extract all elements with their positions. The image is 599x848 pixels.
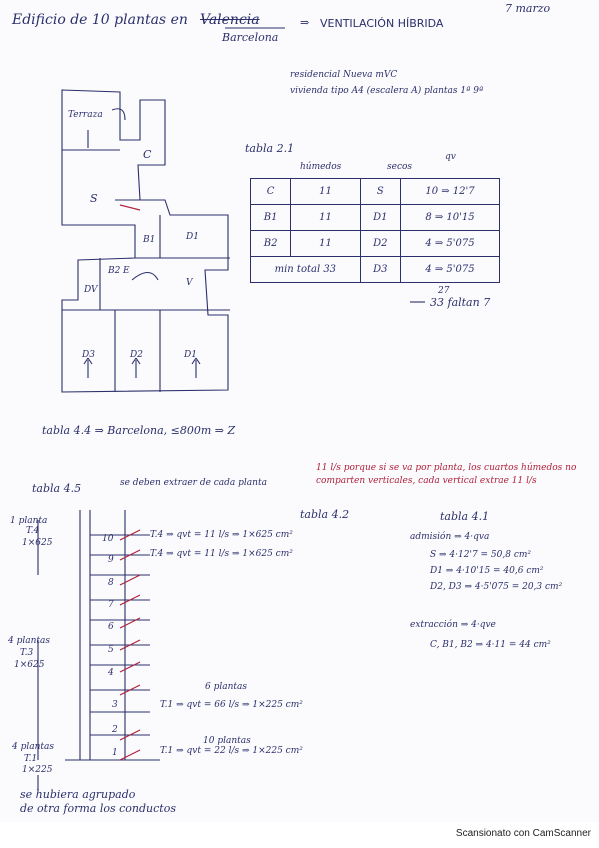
row10-formula: T.4 ⇒ qvt = 11 l/s ⇒ 1×625 cm² (150, 530, 293, 540)
t21-r2-wet: B1 (251, 205, 291, 231)
t21-r2-wetv: 11 (291, 205, 360, 231)
t21-r3-dryv: 4 ⇒ 5'075 (400, 231, 499, 257)
room-d2: D2 (130, 350, 143, 360)
city-struck: Valencia (200, 12, 260, 28)
floor-6: 6 (108, 622, 114, 632)
lab-1x225: 1×225 (22, 765, 53, 775)
t21-r1-dry: S (360, 179, 400, 205)
table21-head-wet: húmedos (300, 162, 342, 172)
room-b2: B2 (108, 266, 121, 276)
room-d1-top: D1 (186, 232, 199, 242)
floor-10: 10 (102, 534, 114, 544)
t21-r2-dry: D1 (360, 205, 400, 231)
date: 7 marzo (505, 2, 551, 15)
anno-10plantas: 10 plantas (203, 736, 251, 746)
t21-r4-dryv: 4 ⇒ 5'075 (400, 257, 499, 283)
table45-red-note: 11 l/s porque si se va por planta, los cuartos húmedos no comparten verticales, cada vertical extrae 11 l/s (316, 463, 577, 486)
t41-cb: C, B1, B2 ⇒ 4·11 = 44 cm² (430, 640, 551, 650)
floor-7: 7 (108, 600, 114, 610)
table21-head-dry: secos (387, 162, 413, 172)
t21-sum: 27 (438, 286, 450, 296)
table21 (250, 178, 500, 283)
room-b1: B1 (143, 235, 156, 245)
bottom-note-2: de otra forma los conductos (20, 802, 176, 815)
table21-head-qv: qv (445, 152, 456, 162)
topic: VENTILACIÓN HÍBRIDA (320, 17, 444, 30)
table45-title: tabla 4.5 (32, 482, 82, 495)
lab-1x625b: 1×625 (14, 660, 45, 670)
page-title: Edificio de 10 plantas en (12, 12, 188, 28)
t21-r1-wetv: 11 (291, 179, 360, 205)
t21-r1-wet: C (251, 179, 291, 205)
t21-r1-dryv: 10 ⇒ 12'7 (400, 179, 499, 205)
t41-extraccion: extracción ⇒ 4·qve (410, 620, 496, 630)
floor-9: 9 (108, 555, 114, 565)
room-terraza: Terraza (68, 110, 103, 120)
floor-5: 5 (108, 645, 114, 655)
lab-t4: T.4 (26, 526, 40, 536)
lab-4plantas: 4 plantas (8, 636, 50, 646)
table44-line: tabla 4.4 ⇒ Barcelona, ≤800m ⇒ Z (42, 424, 236, 437)
lab-t1: T.1 (24, 754, 38, 764)
floor-3: 3 (112, 700, 118, 710)
row3-formula: T.1 ⇒ qvt = 66 l/s ⇒ 1×225 cm² (160, 700, 303, 710)
floor-1: 1 (112, 748, 118, 758)
room-dv: DV (84, 285, 98, 295)
room-c: C (143, 148, 152, 161)
floor-2: 2 (112, 725, 118, 735)
t21-r3-wet: B2 (251, 231, 291, 257)
t41-d1: D1 ⇒ 4·10'15 = 40,6 cm² (430, 566, 544, 576)
shaft-diagram (38, 510, 160, 790)
note-line2: vivienda tipo A4 (escalera A) plantas 1ª 9ª (290, 86, 484, 96)
t41-admision: admisión ⇒ 4·qva (410, 532, 490, 542)
anno-6plantas: 6 plantas (205, 682, 247, 692)
room-d1-bottom: D1 (184, 350, 197, 360)
room-s: S (90, 192, 98, 205)
floor-8: 8 (108, 578, 114, 588)
row1-formula: T.1 ⇒ qvt = 22 l/s ⇒ 1×225 cm² (160, 746, 303, 756)
note-line1: residencial Nueva mVC (290, 70, 398, 80)
t21-r4-dry: D3 (360, 257, 400, 283)
title-arrow: ⇒ (300, 16, 310, 29)
row9-formula: T.4 ⇒ qvt = 11 l/s ⇒ 1×625 cm² (150, 549, 293, 559)
t21-r3-wetv: 11 (291, 231, 360, 257)
bottom-note-1: se hubiera agrupado (20, 788, 136, 801)
lab-4plantasb: 4 plantas (12, 742, 54, 752)
table41-label: tabla 4.1 (440, 510, 490, 523)
city: Barcelona (222, 31, 279, 44)
t21-r3-dry: D2 (360, 231, 400, 257)
room-v: V (186, 278, 193, 288)
table42-label: tabla 4.2 (300, 508, 350, 521)
room-e: E (123, 266, 130, 276)
table21-title: tabla 2.1 (245, 142, 295, 155)
floor-4: 4 (108, 668, 114, 678)
lab-t3: T.3 (20, 648, 34, 658)
scanner-watermark: Scansionato con CamScanner (455, 828, 591, 839)
lab-1planta: 1 planta (10, 516, 48, 526)
room-d3: D3 (82, 350, 95, 360)
table45-note: se deben extraer de cada planta (120, 478, 267, 488)
t21-r2-dryv: 8 ⇒ 10'15 (400, 205, 499, 231)
lab-1x625: 1×625 (22, 538, 53, 548)
t21-faltan: 33 faltan 7 (430, 296, 491, 309)
t21-min-total: min total 33 (251, 257, 361, 283)
t41-s: S ⇒ 4·12'7 = 50,8 cm² (430, 550, 532, 560)
t41-d23: D2, D3 ⇒ 4·5'075 = 20,3 cm² (430, 582, 563, 592)
